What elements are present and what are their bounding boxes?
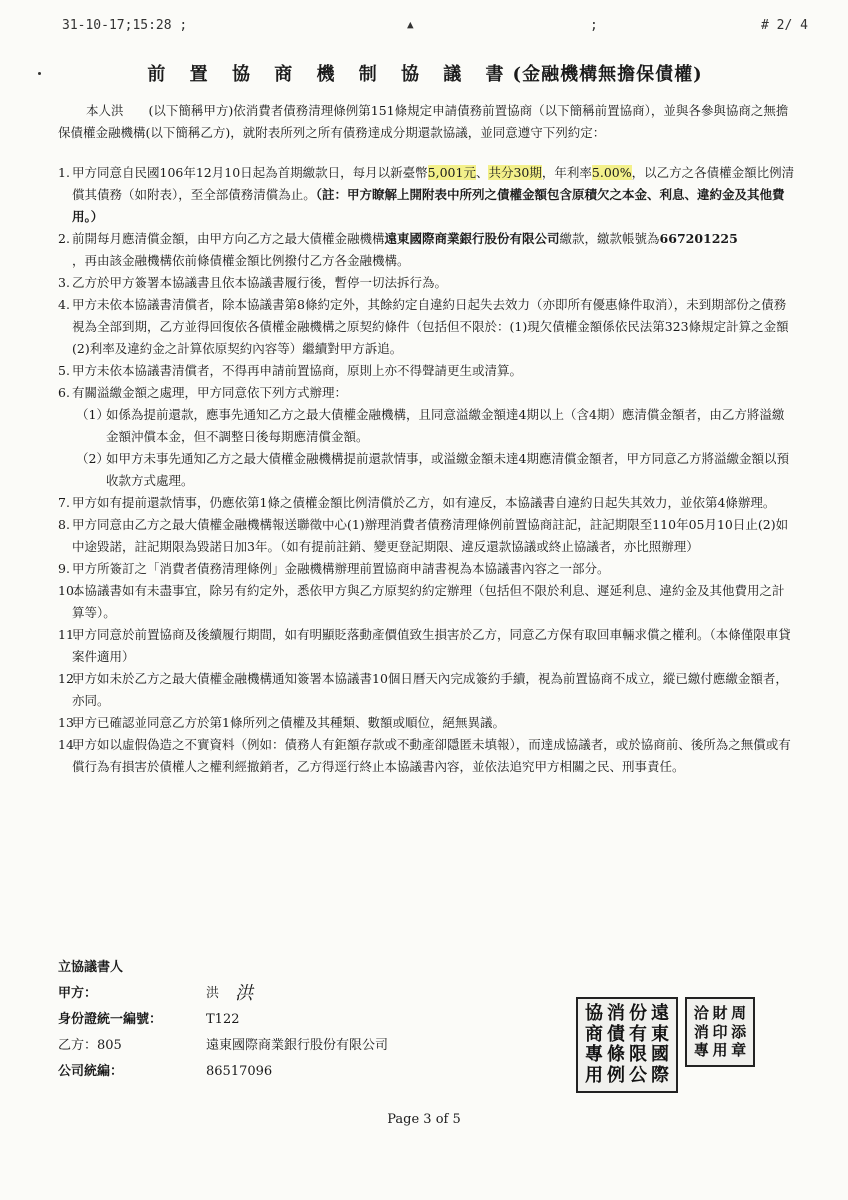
clause-text: [72, 228, 796, 272]
party-b-label: 乙方：805: [58, 1038, 122, 1053]
seal-character: 限: [629, 1044, 647, 1065]
sub-text: 如係為提前還款，應事先通知乙方之最大債權金融機構，且同意溢繳金額達4期以上（含4期）應清償金額者，由乙方將溢繳金額沖償本金，但不調整日後每期應清償金額。: [106, 407, 785, 444]
clause-number: 6.: [58, 385, 70, 400]
seal-character: 周: [731, 1004, 747, 1022]
id-label: 身份證統一編號：: [58, 1012, 163, 1027]
clause-number: 13.: [58, 715, 78, 730]
party-a-name: 洪: [206, 986, 220, 1001]
clause-text: 甲方如有提前還款情事，仍應依第1條之債權金額比例清償於乙方，如有違反，本協議書自違約日起失其效力，並依第4條辦理。: [72, 495, 776, 510]
clause-number: 12.: [58, 671, 78, 686]
clause-6-item-2: [58, 448, 796, 492]
seal-character: 有: [629, 1023, 647, 1045]
clause-number: 2.: [58, 231, 70, 246]
seal-character: 專: [693, 1041, 709, 1060]
seal-character: 專: [585, 1044, 603, 1065]
seal-character: 協: [585, 1003, 603, 1024]
clause-5: [58, 360, 796, 382]
sub-number: （1）: [76, 407, 109, 422]
seal-character: 際: [651, 1064, 669, 1086]
seal-character: 消: [607, 1003, 625, 1024]
seal-character: 用: [585, 1064, 603, 1086]
clause-4: [58, 294, 796, 360]
clause-number: 7.: [58, 495, 70, 510]
page-footer: Page 3 of 5: [387, 1112, 461, 1127]
clause-number: 8.: [58, 517, 70, 532]
seal-character: 消: [693, 1022, 709, 1041]
seal-character: 印: [712, 1022, 728, 1041]
tax-id-label: 公司統編：: [58, 1064, 124, 1079]
clause-6-item-1: [58, 404, 796, 448]
clause-13: [58, 712, 796, 734]
clause-1-text-d: ，以乙方之各債權金額比例清償其債務（如附表），至全部債務清償為止。: [72, 165, 795, 202]
party-a-signature: 洪: [235, 983, 254, 1004]
clause-text: 有關溢繳金額之處理，甲方同意依下列方式辦理：: [72, 385, 348, 400]
tax-id-row: [58, 1059, 538, 1085]
clause-text: 甲方如以虛假偽造之不實資料（例如：債務人有鉅額存款或不動產卻隱匿未填報），而達成協議者，或於協商前、後所為之無償或有償行為有損害於債權人之權利經撤銷者，乙方得逕行終止本協議書內容，並依法追究甲方相關之民、刑事責任。: [72, 737, 791, 774]
party-a-row: [58, 981, 538, 1007]
fax-mark: ▲: [407, 18, 414, 31]
clause-12: [58, 668, 796, 712]
fax-page-count: # 2/ 4: [761, 18, 808, 33]
seal-character: 東: [651, 1023, 669, 1045]
clause-text: 甲方未依本協議書清償者，除本協議書第8條約定外，其餘約定自違約日起失去效力（亦即所有優惠條件取消），未到期部份之債務視為全部到期，乙方並得回復依各債權金融機構之原契約條件（包括但不限於：(1)現欠債權金額係依民法第323條規定計算之金額(2)利率及違約金之計算依原契約內容等）繼續對甲方訴追。: [72, 297, 789, 356]
clause-9: [58, 558, 796, 580]
monthly-amount: 5,001元: [427, 165, 476, 180]
title-paren: (金融機構無擔保債權): [512, 64, 703, 85]
fax-timestamp: 31-10-17;15:28 ;: [62, 18, 188, 33]
bank-seal-grid: [583, 1004, 671, 1086]
clause-text: 甲方未依本協議書清償者，不得再申請前置協商，原則上亦不得聲請更生或清算。: [72, 363, 523, 378]
installment-count: 共分30期: [488, 165, 542, 180]
clause-number: 10.: [58, 583, 78, 598]
clause-number: 1.: [58, 165, 70, 180]
clause-number: 9.: [58, 561, 70, 576]
bank-name: 遠東國際商業銀行股份有限公司: [384, 231, 560, 246]
clause-1-text-c: ，年利率: [541, 165, 592, 180]
seal-character: 份: [629, 1003, 647, 1024]
fax-separator: ;: [590, 18, 598, 33]
clause-8: [58, 514, 796, 558]
id-value: T122: [206, 1012, 240, 1027]
clause-1-text-b: 、: [475, 165, 489, 180]
officer-seal: [685, 997, 755, 1067]
seal-character: 遠: [651, 1003, 669, 1024]
seal-character: 債: [607, 1023, 625, 1045]
seal-character: 例: [607, 1064, 625, 1086]
clause-1: [58, 162, 796, 228]
seal-character: 添: [731, 1022, 747, 1041]
interest-rate: 5.00%: [591, 165, 632, 180]
party-b-row: [58, 1033, 538, 1059]
clause-1-note: （註：甲方瞭解上開附表中所列之債權金額包含原積欠之本金、利息、違約金及其他費用。）: [72, 187, 785, 224]
seal-character: 洽: [693, 1004, 709, 1022]
clause-2-text-a: 前開每月應清償金額，由甲方向乙方之最大債權金融機構: [72, 231, 385, 246]
clause-text: 甲方同意於前置協商及後續履行期間，如有明顯貶落動產價值致生損害於乙方，同意乙方保有取回車輛求償之權利。（本條僅限車貸案件適用）: [72, 627, 791, 664]
clause-2-text-c: ，再由該金融機構依前條債權金額比例撥付乙方各金融機構。: [72, 253, 410, 268]
fax-header: [62, 18, 808, 40]
signatory-heading: 立協議書人: [58, 960, 124, 975]
clause-number: 3.: [58, 275, 70, 290]
scan-speck: [38, 72, 41, 75]
seal-character: 條: [607, 1044, 625, 1065]
document-title: [60, 60, 790, 86]
intro-paragraph: 本人洪 (以下簡稱甲方)依消費者債務清理條例第151條規定申請債務前置協商（以下簡稱前置協商），並與各參與協商之無擔保債權金融機構(以下簡稱乙方)，就附表所列之所有債務達成分期還款協議，並同意遵守下列約定：: [58, 103, 789, 140]
clause-number: 5.: [58, 363, 70, 378]
party-b-name: 遠東國際商業銀行股份有限公司: [206, 1038, 389, 1053]
bank-seal: [576, 997, 678, 1093]
id-row: [58, 1007, 538, 1033]
clause-number: 11.: [58, 627, 78, 642]
clause-text: 乙方於甲方簽署本協議書且依本協議書履行後，暫停一切法拆行為。: [72, 275, 448, 290]
clause-3: [58, 272, 796, 294]
clause-6: [58, 382, 796, 404]
clause-11: [58, 624, 796, 668]
officer-seal-grid: [692, 1004, 748, 1060]
party-a-label: 甲方：: [58, 986, 98, 1001]
signature-block: [58, 955, 538, 1085]
clause-text: 甲方所簽訂之「消費者債務清理條例」金融機構辦理前置協商申請書視為本協議書內容之一部分。: [72, 561, 610, 576]
seal-character: 商: [585, 1023, 603, 1045]
clause-text: [72, 162, 796, 228]
clause-text: 本協議書如有未盡事宜，除另有約定外，悉依甲方與乙方原契約約定辦理（包括但不限於利息、遲延利息、違約金及其他費用之計算等）。: [72, 583, 785, 620]
agreement-body: [58, 100, 796, 778]
seal-character: 國: [651, 1044, 669, 1065]
account-number: 667201225: [659, 231, 738, 246]
sub-text: 如甲方未事先通知乙方之最大債權金融機構提前還款情事，或溢繳金額未達4期應清償金額者，甲方同意乙方將溢繳金額以預收款方式處理。: [106, 451, 789, 488]
clause-1-text-a: 甲方同意自民國106年12月10日起為首期繳款日，每月以新臺幣: [72, 165, 428, 180]
clause-7: [58, 492, 796, 514]
clause-14: [58, 734, 796, 778]
seal-character: 章: [731, 1041, 747, 1060]
clause-2: [58, 228, 796, 272]
clause-text: 甲方如未於乙方之最大債權金融機構通知簽署本協議書10個日曆天內完成簽約手續，視為前置協商不成立，縱已繳付應繳金額者，亦同。: [72, 671, 788, 708]
tax-id-value: 86517096: [206, 1064, 273, 1079]
seal-character: 財: [712, 1004, 728, 1022]
clause-2-text-b: 繳款，繳款帳號為: [559, 231, 660, 246]
sub-number: （2）: [76, 451, 109, 466]
clause-text: 甲方同意由乙方之最大債權金融機構報送聯徵中心(1)辦理消費者債務清理條例前置協商註記，註記期限至110年05月10日止(2)如中途毀諾，註記期限為毀諾日加3年。（如有提前註銷、變更登記期限、違反還款協議或終止協議者，亦比照辦理）: [72, 517, 789, 554]
clause-text: 甲方已確認並同意乙方於第1條所列之債權及其種類、數額或順位，絕無異議。: [72, 715, 505, 730]
clause-10: [58, 580, 796, 624]
title-main: 前 置 協 商 機 制 協 議 書: [147, 64, 513, 85]
clause-number: 4.: [58, 297, 70, 312]
seal-character: 用: [712, 1041, 728, 1060]
seal-character: 公: [629, 1064, 647, 1086]
clause-number: 14.: [58, 737, 78, 752]
